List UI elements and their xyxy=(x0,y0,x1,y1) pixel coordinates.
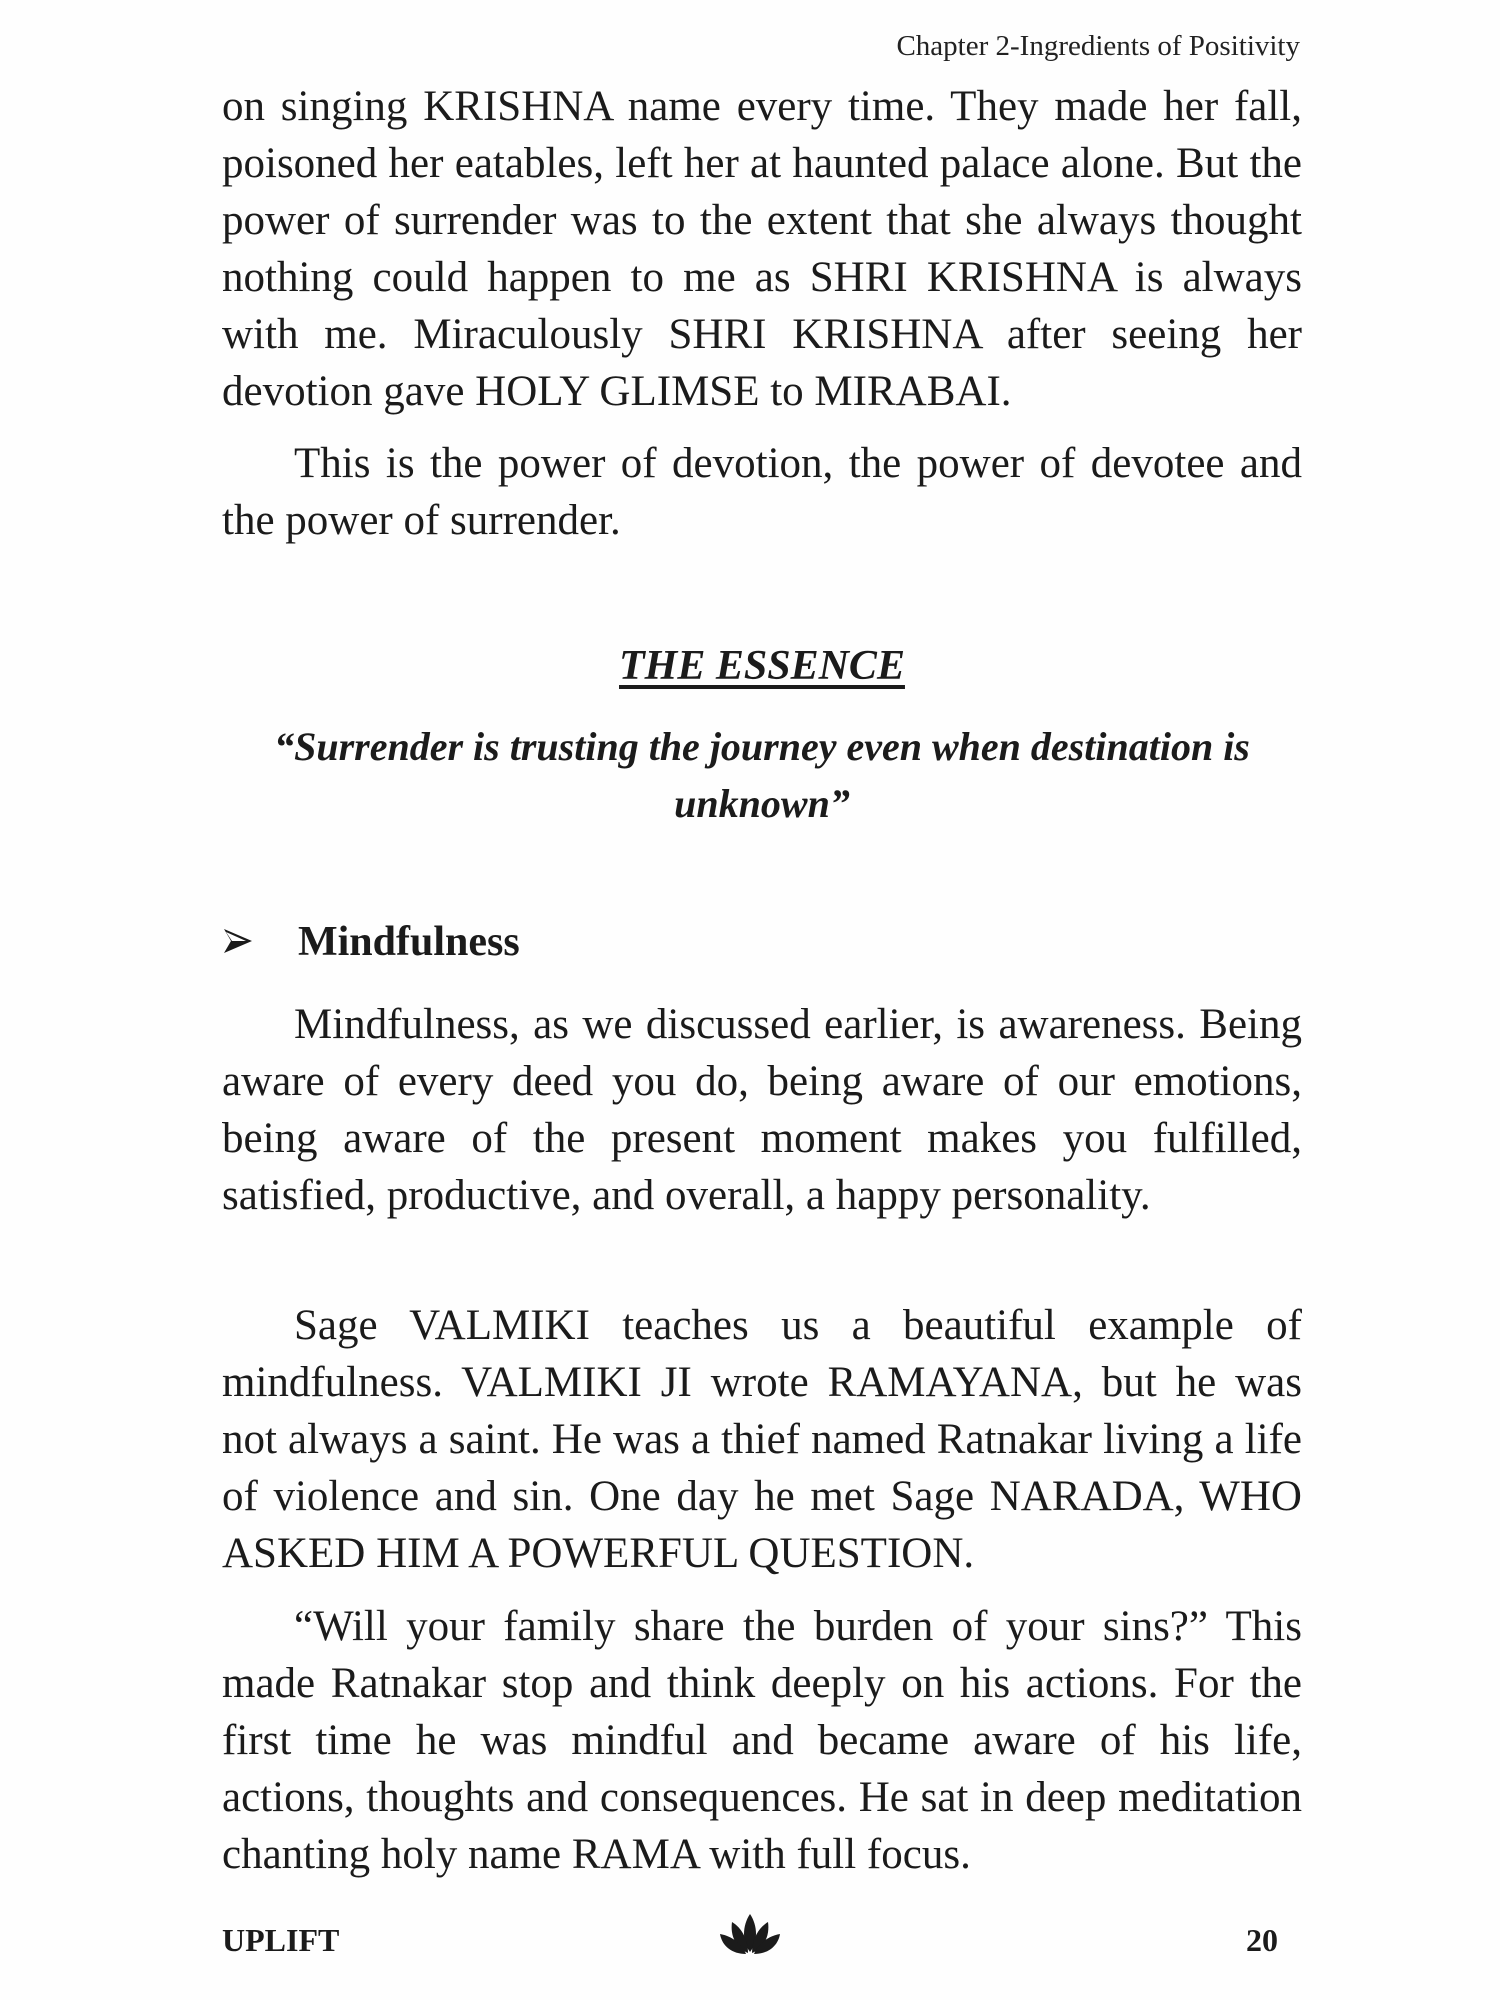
essence-quote: “Surrender is trusting the journey even when destination is unknown” xyxy=(274,724,1250,826)
essence-title: THE ESSENCE xyxy=(619,643,905,689)
paragraph-ratnakar xyxy=(222,1598,1302,1883)
paragraph-text: Sage VALMIKI teaches us a beautiful example of mindfulness. VALMIKI JI wrote RAMAYANA, but he was not always a saint. He was a thief named Ratnakar living a life of violence and sin. One day he met Sage NARADA, WHO ASKED HIM A POWERFUL QUESTION. xyxy=(222,1302,1302,1577)
section-heading-mindfulness xyxy=(222,918,520,966)
paragraph-text: on singing KRISHNA name every time. They made her fall, poisoned her eatables, left her at haunted palace alone. But the power of surrender was to the extent that she always thought nothing could happen to me as SHRI KRISHNA is always with me. Miraculously SHRI KRISHNA after seeing her devotion gave HOLY GLIMSE to MIRABAI. xyxy=(222,83,1302,415)
section-heading-text: Mindfulness xyxy=(298,919,520,965)
running-head: Chapter 2-Ingredients of Positivity xyxy=(896,30,1300,62)
paragraph-valmiki xyxy=(222,1297,1302,1582)
page-number: 20 xyxy=(1246,1922,1278,1958)
footer-book-title: UPLIFT xyxy=(222,1922,340,1958)
paragraph-text: Mindfulness, as we discussed earlier, is awareness. Being aware of every deed you do, being aware of our emotions, being aware of the present moment makes you fulfilled, satisfied, productive, and overall, a happy personality. xyxy=(222,1001,1302,1219)
paragraph-text: This is the power of devotion, the power of devotee and the power of surrender. xyxy=(222,440,1302,544)
paragraph-text: “Will your family share the burden of your sins?” This made Ratnakar stop and think deeply on his actions. For the first time he was mindful and became aware of his life, actions, thoughts and consequences. He sat in deep meditation chanting holy name RAMA with full focus. xyxy=(222,1603,1302,1878)
lotus-icon xyxy=(718,1912,782,1956)
arrow-bullet-icon xyxy=(222,918,258,966)
paragraph-mindfulness-definition xyxy=(222,996,1302,1224)
paragraph-mirabai-continued xyxy=(222,78,1302,420)
paragraph-power-of-devotion xyxy=(222,435,1302,549)
